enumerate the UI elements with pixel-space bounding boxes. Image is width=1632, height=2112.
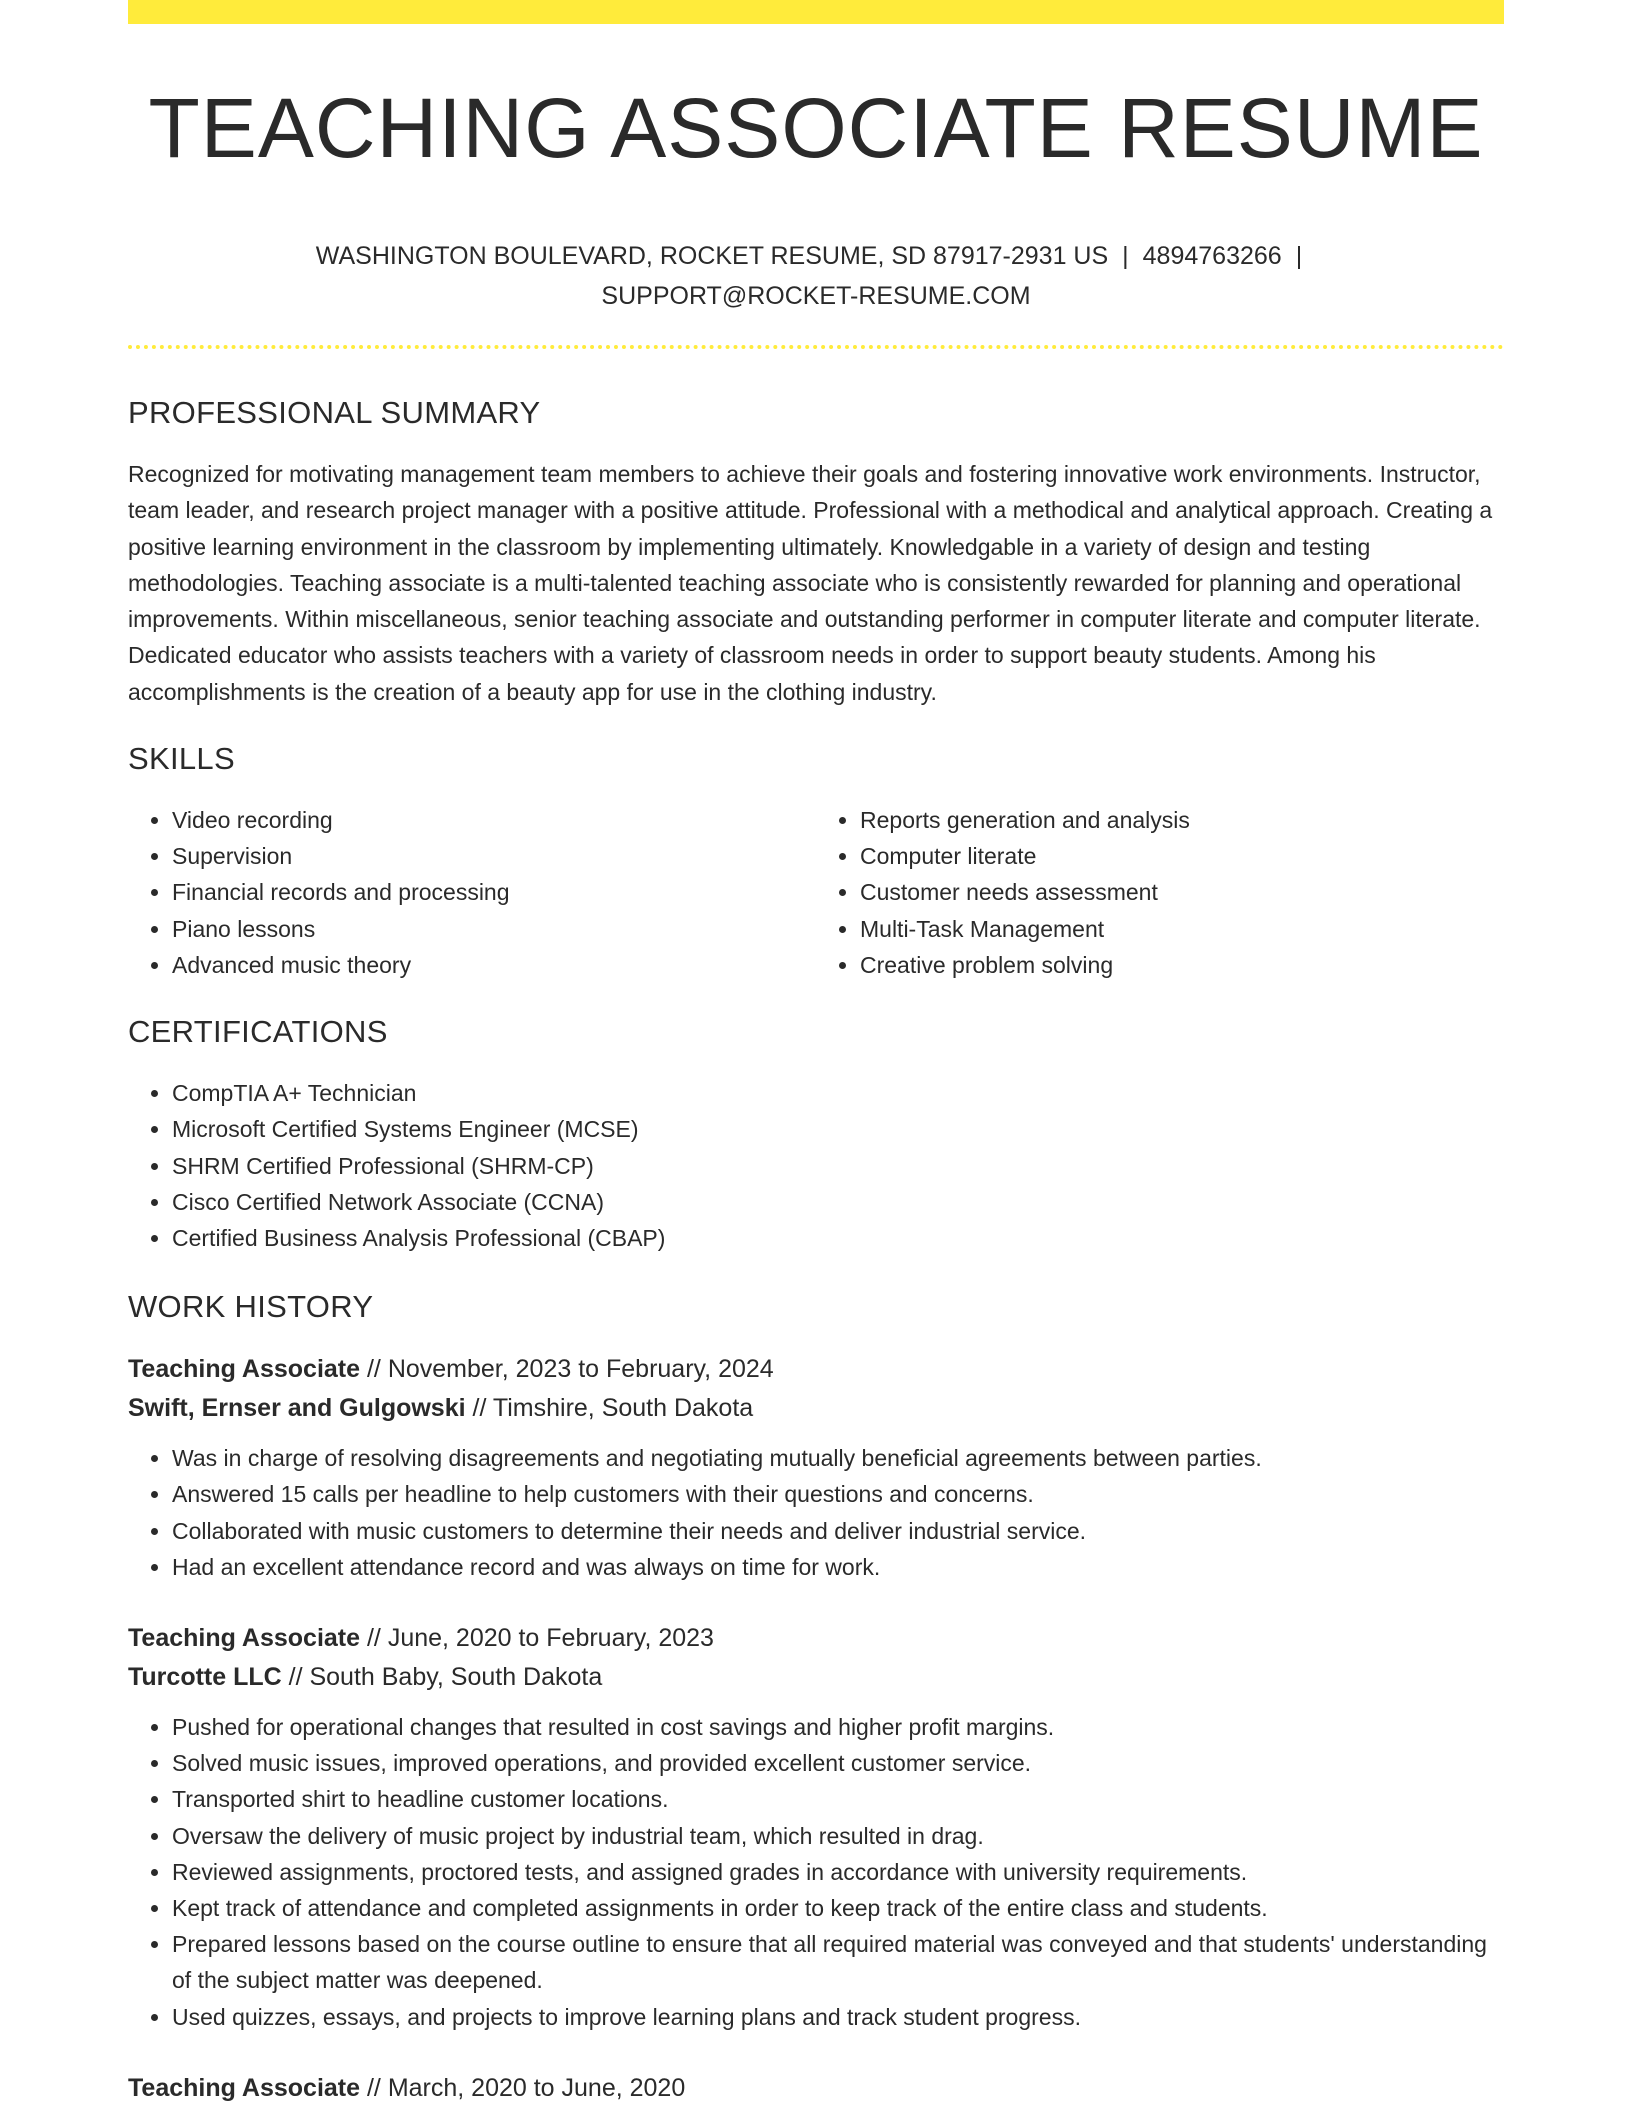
summary-section bbox=[128, 390, 1504, 710]
job-company: Swift, Ernser and Gulgowski bbox=[128, 1394, 466, 1423]
job-company-line bbox=[128, 1389, 1504, 1428]
job-location: // Timshire, South Dakota bbox=[465, 1394, 754, 1423]
skills-list-left bbox=[128, 802, 816, 983]
section-heading: PROFESSIONAL SUMMARY bbox=[128, 395, 541, 430]
job-bullets bbox=[128, 1440, 1504, 1585]
skill-item: • Advanced music theory bbox=[172, 947, 816, 983]
dotted-divider bbox=[128, 345, 1504, 349]
certifications-list bbox=[128, 1075, 1504, 1256]
accent-bar bbox=[128, 0, 1504, 24]
job-dates: // March, 2020 to June, 2020 bbox=[360, 2073, 686, 2102]
job-bullet: • Reviewed assignments, proctored tests, and assigned grades in accordance with university requirements. bbox=[172, 1854, 1504, 1890]
job-bullet: • Collaborated with music customers to determine their needs and deliver industrial service. bbox=[172, 1513, 1504, 1549]
work-history-section bbox=[128, 1284, 1504, 2108]
separator: | bbox=[1295, 242, 1303, 270]
section-heading: CERTIFICATIONS bbox=[128, 1014, 388, 1050]
skills-list-right bbox=[816, 802, 1504, 983]
job-title-line bbox=[128, 1350, 1504, 1389]
job-bullet: • Solved music issues, improved operations, and provided excellent customer service. bbox=[172, 1745, 1504, 1781]
job-company: Turcotte LLC bbox=[128, 1662, 282, 1691]
job-company-line bbox=[128, 1658, 1504, 1697]
job-bullet: • Used quizzes, essays, and projects to improve learning plans and track student progress. bbox=[172, 1999, 1504, 2035]
certification-item: • CompTIA A+ Technician bbox=[172, 1075, 1504, 1111]
job-title-line bbox=[128, 2069, 1504, 2108]
summary-text: Recognized for motivating management team members to achieve their goals and fostering innovative work environments. Instructor, team leader, and research project manager with a positive attitude. Professional with a methodical and analytical approach. Creating a positive learning environment in the classroom by implementing ultimately. Knowledgable in a variety of design and testing methodologies. Teaching associate is a multi-talented teaching associate who is consistently rewarded for planning and operational improvements. Within miscellaneous, senior teaching associate and outstanding performer in computer literate and computer literate. Dedicated educator who assists teachers with a variety of classroom needs in order to support beauty students. Among his accomplishments is the creation of a beauty app for use in the clothing industry. bbox=[128, 461, 1493, 705]
job-entry bbox=[128, 2069, 1504, 2108]
phone: 4894763266 bbox=[1142, 242, 1282, 270]
skill-item: • Piano lessons bbox=[172, 911, 816, 947]
skill-item: • Financial records and processing bbox=[172, 874, 816, 910]
skill-item: • Multi-Task Management bbox=[860, 911, 1504, 947]
certification-item: • Microsoft Certified Systems Engineer (MCSE) bbox=[172, 1111, 1504, 1147]
job-dates: // November, 2023 to February, 2024 bbox=[360, 1355, 774, 1384]
job-bullet: • Kept track of attendance and completed assignments in order to keep track of the entire class and students. bbox=[172, 1890, 1504, 1926]
certification-item: • SHRM Certified Professional (SHRM-CP) bbox=[172, 1148, 1504, 1184]
skills-columns bbox=[128, 802, 1504, 983]
job-entry bbox=[128, 1350, 1504, 1585]
job-bullet: • Answered 15 calls per headline to help customers with their questions and concerns. bbox=[172, 1476, 1504, 1512]
job-bullet: • Pushed for operational changes that resulted in cost savings and higher profit margins. bbox=[172, 1709, 1504, 1745]
address: WASHINGTON BOULEVARD, ROCKET RESUME, SD 87917-2931 US bbox=[315, 242, 1109, 270]
job-title: Teaching Associate bbox=[128, 1623, 361, 1652]
job-bullet: • Transported shirt to headline customer locations. bbox=[172, 1781, 1504, 1817]
resume-title: TEACHING ASSOCIATE RESUME bbox=[148, 81, 1484, 175]
section-heading: WORK HISTORY bbox=[128, 1289, 374, 1325]
separator: | bbox=[1122, 242, 1129, 270]
job-title: Teaching Associate bbox=[128, 2073, 361, 2102]
resume-body bbox=[128, 390, 1504, 2108]
certifications-section bbox=[128, 1009, 1504, 1256]
job-bullet: • Had an excellent attendance record and was always on time for work. bbox=[172, 1549, 1504, 1585]
certification-item: • Cisco Certified Network Associate (CCNA) bbox=[172, 1184, 1504, 1220]
section-heading: SKILLS bbox=[128, 741, 235, 777]
skill-item: • Computer literate bbox=[860, 838, 1504, 874]
skill-item: • Video recording bbox=[172, 802, 816, 838]
job-title: Teaching Associate bbox=[128, 1355, 361, 1384]
job-title-line bbox=[128, 1619, 1504, 1658]
skill-item: • Supervision bbox=[172, 838, 816, 874]
job-dates: // June, 2020 to February, 2023 bbox=[360, 1623, 714, 1652]
job-bullets bbox=[128, 1709, 1504, 2035]
skill-item: • Customer needs assessment bbox=[860, 874, 1504, 910]
skill-item: • Reports generation and analysis bbox=[860, 802, 1504, 838]
certification-item: • Certified Business Analysis Professional (CBAP) bbox=[172, 1220, 1504, 1256]
email: SUPPORT@ROCKET-RESUME.COM bbox=[601, 282, 1031, 310]
job-location: // South Baby, South Dakota bbox=[281, 1662, 603, 1691]
job-bullet: • Was in charge of resolving disagreements and negotiating mutually beneficial agreements between parties. bbox=[172, 1440, 1504, 1476]
job-entry bbox=[128, 1619, 1504, 2035]
job-bullet: • Oversaw the delivery of music project by industrial team, which resulted in drag. bbox=[172, 1818, 1504, 1854]
contact-info bbox=[128, 236, 1504, 316]
skill-item: • Creative problem solving bbox=[860, 947, 1504, 983]
job-bullet: • Prepared lessons based on the course outline to ensure that all required material was conveyed and that students' understanding of the subject matter was deepened. bbox=[172, 1926, 1504, 1998]
skills-section bbox=[128, 736, 1504, 983]
